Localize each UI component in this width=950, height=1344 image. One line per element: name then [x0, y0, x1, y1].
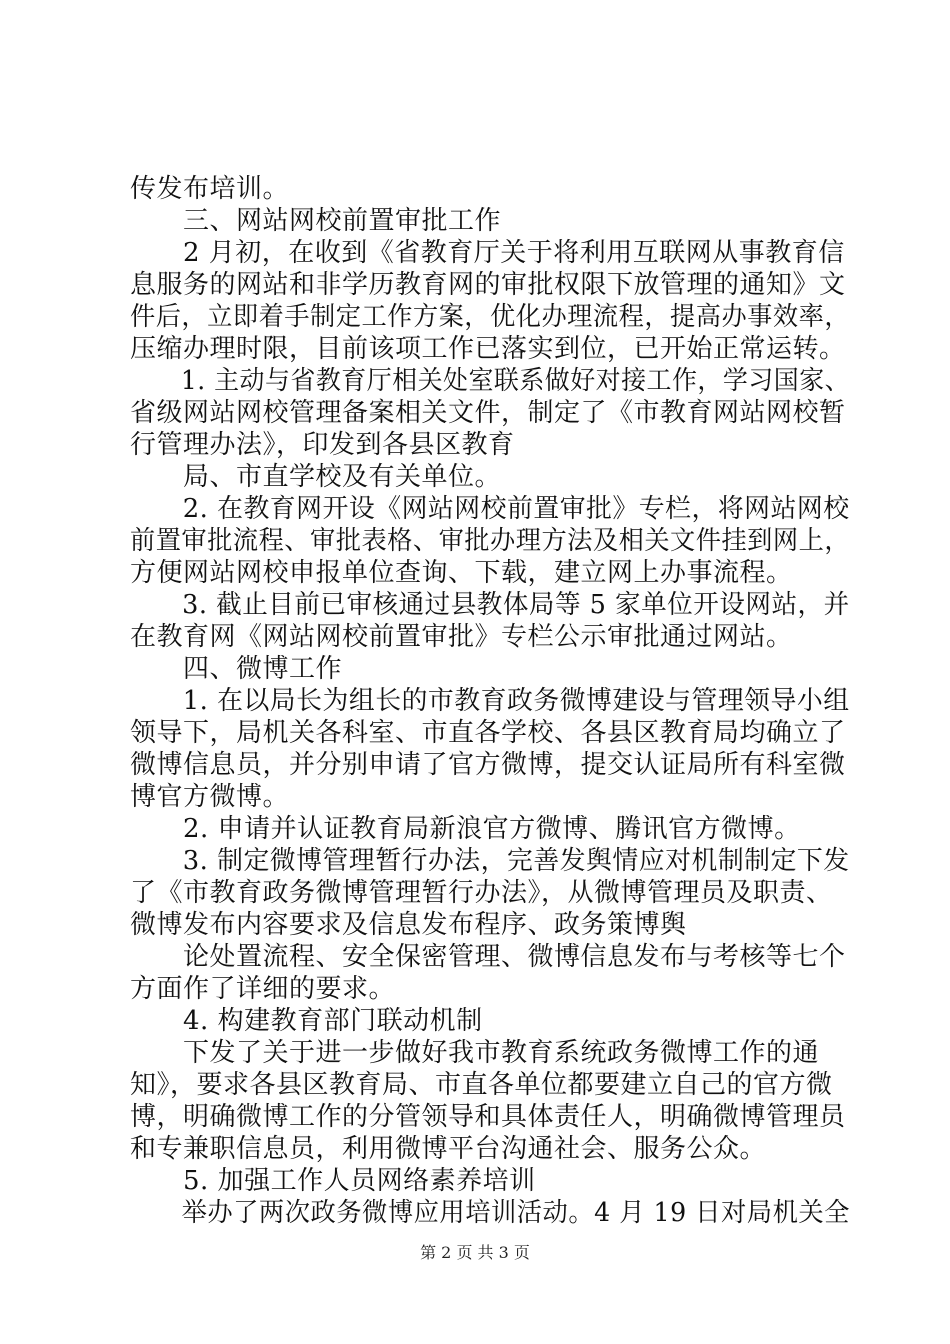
text-line: 和专兼职信息员，利用微博平台沟通社会、服务公众。: [130, 1134, 767, 1164]
text-line: 论处置流程、安全保密管理、微博信息发布与考核等七个: [130, 942, 846, 972]
text-line: 三、网站网校前置审批工作: [130, 206, 502, 236]
text-line: 方面作了详细的要求。: [130, 974, 396, 1004]
text-line: 微博信息员，并分别申请了官方微博，提交认证局所有科室微: [130, 750, 846, 780]
text-line: 传发布培训。: [130, 174, 290, 204]
text-line: 2 月初，在收到《省教育厅关于将利用互联网从事教育信: [130, 238, 845, 268]
text-line: 2. 在教育网开设《网站网校前置审批》专栏，将网站网校: [130, 494, 850, 524]
text-line: 4. 构建教育部门联动机制: [130, 1006, 483, 1036]
text-line: 博官方微博。: [130, 782, 290, 812]
text-line: 1. 在以局长为组长的市教育政务微博建设与管理领导小组: [130, 686, 850, 716]
text-line: 5. 加强工作人员网络素养培训: [130, 1166, 536, 1196]
text-line: 息服务的网站和非学历教育网的审批权限下放管理的通知》文: [130, 270, 846, 300]
text-line: 在教育网《网站网校前置审批》专栏公示审批通过网站。: [130, 622, 793, 652]
text-line: 局、市直学校及有关单位。: [130, 462, 502, 492]
text-line: 件后，立即着手制定工作方案，优化办理流程，提高办事效率，: [130, 302, 851, 332]
text-line: 举办了两次政务微博应用培训活动。4 月 19 日对局机关全: [130, 1198, 850, 1228]
text-line: 3. 制定微博管理暂行办法，完善发舆情应对机制制定下发: [130, 846, 850, 876]
text-line: 1. 主动与省教育厅相关处室联系做好对接工作，学习国家、: [130, 366, 851, 396]
text-line: 知》，要求各县区教育局、市直各单位都要建立自己的官方微: [130, 1070, 833, 1100]
text-line: 前置审批流程、审批表格、审批办理方法及相关文件挂到网上，: [130, 526, 851, 556]
text-line: 2. 申请并认证教育局新浪官方微博、腾讯官方微博。: [130, 814, 801, 844]
page-number-footer: 第 2 页 共 3 页: [420, 1243, 530, 1262]
text-line: 领导下，局机关各科室、市直各学校、各县区教育局均确立了: [130, 718, 846, 748]
text-line: 微博发布内容要求及信息发布程序、政务策博舆: [130, 910, 687, 940]
text-line: 四、微博工作: [130, 654, 343, 684]
text-line: 了《市教育政务微博管理暂行办法》，从微博管理员及职责、: [130, 878, 833, 908]
text-line: 方便网站网校申报单位查询、下载，建立网上办事流程。: [130, 558, 793, 588]
text-line: 3. 截止目前已审核通过县教体局等 5 家单位开设网站，并: [130, 590, 850, 620]
text-line: 省级网站网校管理备案相关文件，制定了《市教育网站网校暂: [130, 398, 846, 428]
text-line: 博，明确微博工作的分管领导和具体责任人，明确微博管理员: [130, 1102, 846, 1132]
text-line: 行管理办法》，印发到各县区教育: [130, 430, 515, 460]
text-line: 压缩办理时限，目前该项工作已落实到位，已开始正常运转。: [130, 334, 846, 364]
text-line: 下发了关于进一步做好我市教育系统政务微博工作的通: [130, 1038, 820, 1068]
